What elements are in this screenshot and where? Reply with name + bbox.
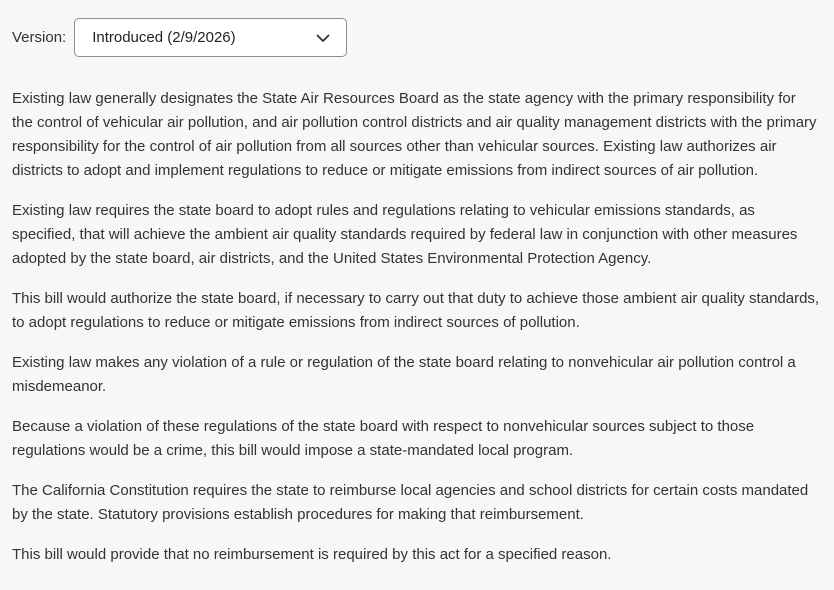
version-dropdown[interactable] [74,18,347,57]
version-dropdown-selected-option: Introduced (2/9/2026) [92,29,236,46]
bill-digest-text [12,87,820,567]
version-selector-row [12,18,820,57]
digest-paragraph: This bill would authorize the state board, if necessary to carry out that duty to achieve those ambient air quality standards, to adopt regulations to reduce or mitigate emissions from indirect sources of pollution. [12,290,820,331]
version-label: Version: [12,29,67,46]
digest-paragraph: Existing law requires the state board to adopt rules and regulations relating to vehicular emissions standards, as specified, that will achieve the ambient air quality standards required by federal law in conjunction with other measures adopted by the state board, air districts, and the United States Environmental Protection Agency. [12,202,798,267]
digest-paragraph: Because a violation of these regulations of the state board with respect to nonvehicular sources subject to those regulations would be a crime, this bill would impose a state-mandated local program. [12,418,755,459]
digest-paragraph: Existing law makes any violation of a rule or regulation of the state board relating to nonvehicular air pollution control a misdemeanor. [12,354,796,395]
digest-paragraph: The California Constitution requires the state to reimburse local agencies and school districts for certain costs mandated by the state. Statutory provisions establish procedures for making that reimbursement. [12,482,809,523]
chevron-down-icon [315,30,331,46]
digest-paragraph: This bill would provide that no reimbursement is required by this act for a specified reason. [12,546,612,563]
digest-paragraph: Existing law generally designates the State Air Resources Board as the state agency with the primary responsibility for the control of vehicular air pollution, and air pollution control districts and air quality management districts with the primary responsibility for the control of air pollution from all sources other than vehicular sources. Existing law authorizes air districts to adopt and implement regulations to reduce or mitigate emissions from indirect sources of air pollution. [12,90,817,179]
